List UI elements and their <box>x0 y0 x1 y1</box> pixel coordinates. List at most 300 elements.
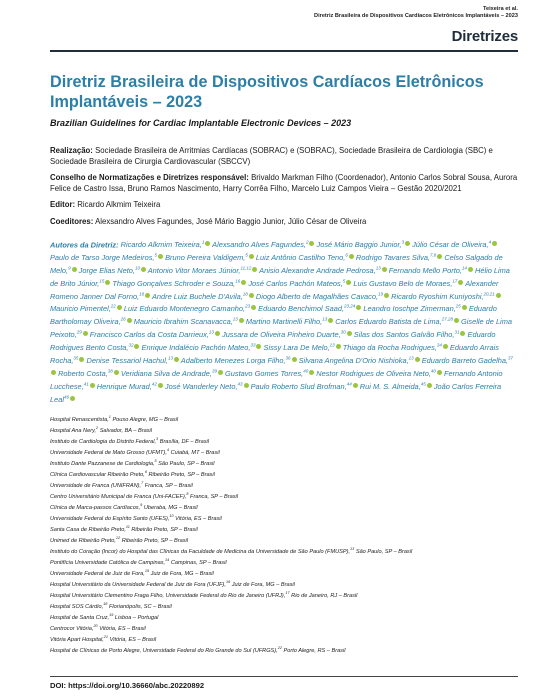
author-affiliation-ref: 35 <box>73 355 79 361</box>
author-name-text: Eduardo Barreto Gadelha, <box>421 355 508 365</box>
author-affiliation-ref: 4 <box>488 239 492 245</box>
author-name <box>353 279 463 288</box>
orcid-icon[interactable] <box>239 318 244 323</box>
affiliation-text: Centro Universitário Municipal de Franca (Uni-FACEF), <box>50 493 187 500</box>
author-name-text: João Carlos Ferreira Leal <box>50 381 502 404</box>
orcid-icon[interactable] <box>72 267 77 272</box>
author-affiliation-ref: 40 <box>430 368 436 374</box>
orcid-icon[interactable] <box>460 331 465 336</box>
affiliation-number: 1 <box>108 414 111 419</box>
affiliation-number: 19 <box>109 613 114 618</box>
author-name <box>121 369 223 378</box>
affiliation-text: Vitória, ES – Brasil <box>97 626 146 633</box>
affiliation-text: Clínica Cardiovascular Ribeirão Preto, <box>50 471 145 478</box>
orcid-icon[interactable] <box>256 344 261 349</box>
affiliation-number: 13 <box>350 547 355 552</box>
editor-label: Editor: <box>50 200 76 210</box>
affiliation-item <box>50 644 518 655</box>
author-name-text: Eduardo Bartholomay Oliveira, <box>50 304 497 327</box>
author-affiliation-ref: 40 <box>303 368 309 374</box>
author-name <box>50 253 163 262</box>
author-name-text: Luis Gustavo Belo de Moraes, <box>353 278 453 288</box>
orcid-icon[interactable] <box>158 383 163 388</box>
section-tag: Diretrizes <box>451 28 518 45</box>
author-name <box>256 292 389 301</box>
affiliation-text: Unimed de Ribeirão Preto, <box>50 537 116 544</box>
author-name <box>389 266 473 275</box>
affiliation-item <box>50 567 518 578</box>
author-name-text: Diogo Alberto de Magalhães Cavaco, <box>255 291 379 301</box>
author-name <box>212 240 314 249</box>
affiliation-text: Hospital de Clínicas de Porto Alegre, Universidade Federal do Rio Grande do Sul (UFRGS), <box>50 648 278 655</box>
realizacao-paragraph <box>50 146 518 167</box>
affiliation-text: Instituto de Cardiologia do Distrito Federal, <box>50 438 157 445</box>
author-affiliation-ref: 19 <box>378 291 384 297</box>
author-affiliation-ref: 38 <box>107 368 113 374</box>
author-name <box>256 253 354 262</box>
affiliation-item <box>50 633 518 644</box>
affiliation-text: Clínica de Marca-passos Cardíacos, <box>50 504 141 511</box>
author-name <box>335 317 459 326</box>
article-title: Diretriz Brasileira de Dispositivos Cardíacos Eletrônicos Implantáveis – 2023 <box>50 73 484 111</box>
orcid-icon[interactable] <box>346 280 351 285</box>
author-name <box>246 317 333 326</box>
author-name <box>222 330 352 339</box>
author-list <box>50 238 518 405</box>
author-affiliation-ref: 23,24 <box>344 303 356 309</box>
affiliation-text: Pontifícia Universidade Católica de Campinas, <box>50 560 166 566</box>
affiliation-number: 11 <box>125 525 130 530</box>
running-header <box>314 6 518 21</box>
author-name-text: Jussara de Oliveira Pinheiro Duarte, <box>222 330 341 340</box>
author-affiliation-ref: 11,12 <box>240 265 252 271</box>
author-name-text: Ricardo Ryoshim Kuniyoshi, <box>391 291 484 301</box>
affiliation-text: Rio de Janeiro, RJ – Brasil <box>289 593 358 600</box>
orcid-icon[interactable] <box>458 280 463 285</box>
author-affiliation-ref: 20,21 <box>483 291 495 297</box>
affiliation-text: Santa Casa de Ribeirão Preto, <box>50 526 126 533</box>
orcid-icon[interactable] <box>384 293 389 298</box>
affiliation-item <box>50 611 518 622</box>
author-affiliation-ref: 23 <box>245 303 251 309</box>
author-affiliation-ref: 32 <box>128 342 134 348</box>
author-affiliation-ref: 43 <box>237 381 243 387</box>
affiliation-text: Brasília, DF – Brasil <box>158 438 210 445</box>
author-name-text: Bruno Pereira Valdigem, <box>165 252 246 262</box>
author-name-text: José Carlos Pachón Mateos, <box>248 278 343 288</box>
orcid-icon[interactable] <box>336 344 341 349</box>
author-name-text: Adalberto Menezes Lorga Filho, <box>180 355 286 365</box>
coeditores-text: Alexsandro Alves Fagundes, José Mário Baggio Junior, Júlio César de Oliveira <box>95 216 367 226</box>
doi-link[interactable]: DOI: https://doi.org/10.36660/abc.20220892 <box>50 681 205 690</box>
author-affiliation-ref: 41 <box>83 381 89 387</box>
orcid-icon[interactable] <box>356 305 361 310</box>
affiliation-text: Florianópolis, SC – Brasil <box>107 604 172 611</box>
coeditores-label: Coeditores: <box>50 216 94 226</box>
affiliation-item <box>50 468 518 479</box>
affiliation-text: Hospital de Santa Cruz, <box>50 615 110 622</box>
affiliation-number: 12 <box>115 536 121 541</box>
author-name-text: Roberto Costa, <box>58 368 108 378</box>
conselho-text: Brivaldo Markman Filho (Coordenador), Antonio Carlos Sobral Sousa, Aurora Felice de Castro Issa, Bruno Ramos Nascimento, Harry Corrêa Filho, Marcelo Luiz Campos Vieira – Gestão 2020/2021 <box>50 173 518 193</box>
author-affiliation-ref: 14 <box>461 265 467 271</box>
affiliation-item <box>50 490 518 501</box>
orcid-icon[interactable] <box>249 254 254 259</box>
affiliation-number: 21 <box>103 635 109 640</box>
author-affiliation-ref: 36 <box>285 355 291 361</box>
author-name-text: Alexsandro Alves Fagundes, <box>212 240 306 250</box>
author-name-text: Silas dos Santos Galvão Filho, <box>353 330 455 340</box>
author-name-text: Alexander Romeno Janner Dal Forno, <box>50 278 499 301</box>
author-affiliation-ref: 15 <box>99 278 105 284</box>
author-name <box>264 343 341 352</box>
editor-text: Ricardo Alkmim Teixeira <box>77 200 161 210</box>
orcid-icon[interactable] <box>114 370 119 375</box>
orcid-icon[interactable] <box>454 318 459 323</box>
orcid-icon[interactable] <box>492 241 497 246</box>
affiliation-text: Vitória, ES – Brasil <box>108 637 157 644</box>
author-affiliation-ref: 18 <box>242 291 248 297</box>
orcid-icon[interactable] <box>117 305 122 310</box>
affiliation-text: Universidade de Franca (UNIFRAN), <box>50 482 142 489</box>
author-affiliation-ref: 7,8 <box>430 252 437 258</box>
author-name-text: Denise Tessariol Hachul, <box>86 355 168 365</box>
author-name <box>142 343 262 352</box>
author-affiliation-ref: 26 <box>120 316 126 322</box>
author-affiliation-ref: 13 <box>167 355 173 361</box>
affiliation-text: Universidade Federal do Espírito Santo (UFES), <box>50 515 170 522</box>
author-name-text: Jorge Elias Neto, <box>78 265 135 275</box>
orcid-icon[interactable] <box>349 254 354 259</box>
author-name-text: Celso Salgado de Melo, <box>50 252 503 275</box>
affiliation-text: Ribeirão Preto, SP – Brasil <box>129 526 198 533</box>
author-name <box>90 330 220 339</box>
author-affiliation-ref: 27,28 <box>441 316 453 322</box>
orcid-icon[interactable] <box>437 370 442 375</box>
author-name-text: Leandro Ioschpe Zimerman, <box>363 304 456 314</box>
affiliation-text: Universidade Federal de Juiz de Fora, <box>50 571 145 578</box>
author-affiliation-ref: 37 <box>507 355 513 361</box>
author-name-text: Mauricio Pimentel, <box>50 304 111 314</box>
realizacao-text: Sociedade Brasileira de Arritmias Cardíacas (SOBRAC) e (SOBRAC), Sociedade Brasileira de Cardiologia (SBC) e Sociedade Brasileira de Cirurgia Cardiovascular (SBCCV) <box>50 146 493 166</box>
orcid-icon[interactable] <box>496 293 501 298</box>
affiliation-number: 2 <box>96 425 99 430</box>
affiliation-item <box>50 413 518 424</box>
orcid-icon[interactable] <box>427 383 432 388</box>
orcid-icon[interactable] <box>174 357 179 362</box>
affiliation-text: Ribeirão Preto, SP – Brasil <box>120 537 189 544</box>
orcid-icon[interactable] <box>241 280 246 285</box>
author-affiliation-ref: 42 <box>151 381 157 387</box>
orcid-icon[interactable] <box>309 370 314 375</box>
author-affiliation-ref: 22 <box>110 303 116 309</box>
author-name-text: Eduardo Arrais Rocha, <box>50 343 499 365</box>
author-name <box>316 369 442 378</box>
author-name <box>360 382 432 391</box>
affiliation-text: Cuiabá, MT – Brasil <box>169 449 220 456</box>
affiliation-item <box>50 556 518 567</box>
author-affiliation-ref: 39 <box>211 368 217 374</box>
orcid-icon[interactable] <box>127 318 132 323</box>
author-affiliation-ref: 18 <box>139 291 145 297</box>
affiliation-text: Porto Alegre, RS – Brasil <box>281 648 346 655</box>
author-name <box>258 304 361 313</box>
realizacao-label: Realização: <box>50 146 93 155</box>
orcid-icon[interactable] <box>468 267 473 272</box>
author-name-text: Júlio César de Oliveira, <box>412 240 489 250</box>
affiliation-item <box>50 501 518 512</box>
orcid-icon[interactable] <box>105 280 110 285</box>
author-affiliation-ref: 5 <box>342 278 346 284</box>
author-name <box>165 382 249 391</box>
author-affiliation-ref: 5 <box>245 252 248 258</box>
affiliation-number: 9 <box>140 503 143 508</box>
author-name-text: Antonio Vitor Moraes Júnior, <box>147 265 241 275</box>
author-name-text: Nestor Rodrigues de Oliveira Neto, <box>316 368 431 378</box>
author-name <box>354 330 466 339</box>
affiliation-item <box>50 600 518 611</box>
orcid-icon[interactable] <box>382 267 387 272</box>
author-name-text: Anisio Alexandre Andrade Pedrosa, <box>259 265 376 275</box>
author-name <box>165 253 254 262</box>
author-affiliation-ref: 33 <box>250 342 256 348</box>
author-name <box>148 266 258 275</box>
author-name <box>363 304 466 313</box>
affiliation-number: 18 <box>103 602 108 607</box>
author-affiliation-ref: 45 <box>420 381 426 387</box>
author-name-text: Gustavo Gomes Torres, <box>225 368 304 378</box>
affiliation-text: Centrocor Vitória, <box>50 626 94 633</box>
affiliation-number: 6 <box>144 470 147 475</box>
author-name-text: Enrique Indalécio Pachón Mateo, <box>141 343 251 353</box>
orcid-icon[interactable] <box>205 241 210 246</box>
author-affiliation-ref: 31 <box>454 329 460 335</box>
affiliation-text: Salvador, BA – Brasil <box>98 427 153 434</box>
orcid-icon[interactable] <box>353 383 358 388</box>
author-name <box>412 240 497 249</box>
affiliation-text: Hospital Universitário da Universidade Federal de Juiz de Fora (UFJF), <box>50 582 226 589</box>
author-name-text: Eduardo Benchimol Saad, <box>258 304 345 314</box>
affiliation-item <box>50 523 518 534</box>
author-affiliation-ref: 13 <box>329 342 335 348</box>
author-name <box>343 343 448 352</box>
orcid-icon[interactable] <box>145 293 150 298</box>
affiliation-number: 10 <box>169 514 174 519</box>
affiliation-item <box>50 578 518 589</box>
author-name-text: Henrique Murad, <box>96 381 152 391</box>
affiliation-item <box>50 622 518 633</box>
affiliation-text: Instituto Dante Pazzanese de Cardiologia, <box>50 460 155 467</box>
authors-label: Autores da Diretriz: <box>50 240 119 250</box>
running-title: Diretriz Brasileira de Dispositivos Cardíacos Eletrônicos Implantáveis – 2023 <box>314 13 518 20</box>
author-name-text: Eduardo Rodrigues Bento Costa, <box>50 330 496 353</box>
affiliation-text: Juiz de Fora, MG – Brasil <box>230 582 295 589</box>
author-name-text: Giselle de Lima Peixoto, <box>50 317 512 340</box>
orcid-icon[interactable] <box>70 396 75 401</box>
author-affiliation-ref: 25 <box>455 303 461 309</box>
affiliation-text: Lisboa – Portugal <box>113 615 159 622</box>
author-affiliation-ref: 13 <box>208 329 214 335</box>
affiliation-text: Universidade Federal de Mato Grosso (UFMT), <box>50 449 167 456</box>
author-affiliation-ref: 1 <box>201 239 205 245</box>
author-name-text: Rodrigo Tavares Silva, <box>355 252 431 262</box>
affiliation-text: Franca, SP – Brasil <box>188 493 239 500</box>
author-name <box>317 240 411 249</box>
author-name-text: Fernando Mello Porto, <box>388 265 462 275</box>
author-name-text: Francisco Carlos da Costa Darrieux, <box>89 330 209 340</box>
orcid-icon[interactable] <box>309 241 314 246</box>
orcid-icon[interactable] <box>218 370 223 375</box>
affiliation-text: Ribeirão Preto, SP – Brasil <box>146 471 215 478</box>
author-affiliation-ref: 34 <box>436 342 442 348</box>
author-affiliation-ref: 17 <box>452 278 458 284</box>
author-affiliation-ref: 3 <box>401 239 405 245</box>
author-affiliation-ref: 13 <box>375 265 381 271</box>
author-name-text: Carlos Eduardo Batista de Lima, <box>335 317 442 327</box>
affiliation-text: Franca, SP – Brasil <box>143 482 193 489</box>
orcid-icon[interactable] <box>215 331 220 336</box>
author-name-text: Andre Luiz Buchele D'Avila, <box>151 291 243 301</box>
affiliation-number: 16 <box>225 580 231 585</box>
affiliation-text: São Paulo, SP – Brasil <box>354 548 413 555</box>
author-name-text: José Mário Baggio Junior, <box>316 240 402 250</box>
author-name <box>97 382 163 391</box>
author-affiliation-ref: 29 <box>76 329 82 335</box>
affiliation-text: Campinas, SP – Brasil <box>169 560 227 566</box>
orcid-icon[interactable] <box>347 331 352 336</box>
editor-paragraph <box>50 200 518 211</box>
affiliation-item <box>50 435 518 446</box>
affiliation-text: Uberaba, MG – Brasil <box>142 504 198 511</box>
affiliation-item <box>50 446 518 457</box>
conselho-label: Conselho de Normatizações e Diretrizes responsável: <box>50 173 249 183</box>
affiliation-number: 14 <box>165 558 170 563</box>
author-name-text: Fernando Antonio Lucchese, <box>50 368 503 391</box>
author-name <box>391 292 501 301</box>
author-affiliation-ref: 10 <box>134 265 140 271</box>
affiliation-number: 20 <box>93 624 98 629</box>
author-name-text: José Wanderley Neto, <box>164 381 238 391</box>
running-author: Teixeira et al. <box>482 6 518 12</box>
author-name-text: Hélio Lima de Brito Júnior, <box>50 265 510 288</box>
article-subtitle: Brazilian Guidelines for Cardiac Implantable Electronic Devices – 2023 <box>50 118 352 128</box>
author-name <box>58 369 119 378</box>
author-affiliation-ref: 2 <box>305 239 309 245</box>
author-name-text: Paulo de Tarso Jorge Medeiros, <box>50 252 155 262</box>
affiliation-text: Hospital SOS Cárdio, <box>50 604 104 611</box>
orcid-icon[interactable] <box>252 267 257 272</box>
affiliation-number: 17 <box>285 591 290 596</box>
orcid-icon[interactable] <box>79 357 84 362</box>
affiliation-number: 7 <box>141 481 144 486</box>
orcid-icon[interactable] <box>462 305 467 310</box>
affiliation-number: 3 <box>156 436 159 441</box>
affiliation-text: Juiz de Fora, MG – Brasil <box>149 571 214 578</box>
author-name <box>124 304 256 313</box>
coeditores-paragraph <box>50 217 518 228</box>
orcid-icon[interactable] <box>405 241 410 246</box>
author-name <box>87 356 180 365</box>
affiliation-text: Vitória Apart Hospital, <box>50 637 104 644</box>
author-name-text: Paulo Roberto Slud Brofman, <box>250 381 347 391</box>
author-name-text: Luiz Antônio Castilho Teno, <box>255 252 346 262</box>
author-name <box>356 253 442 262</box>
affiliation-text: Pouso Alegre, MG – Brasil <box>110 416 179 423</box>
author-affiliation-ref: 13 <box>232 316 238 322</box>
author-name <box>50 304 122 313</box>
affiliation-item <box>50 512 518 523</box>
affiliation-item <box>50 545 518 556</box>
author-name <box>121 240 211 249</box>
orcid-icon[interactable] <box>51 370 56 375</box>
author-affiliation-ref: 30 <box>340 329 346 335</box>
orcid-icon[interactable] <box>328 318 333 323</box>
author-name <box>248 279 351 288</box>
author-name <box>299 356 420 365</box>
author-name-text: Ricardo Alkmim Teixeira, <box>120 240 202 250</box>
author-affiliation-ref: 13 <box>322 316 328 322</box>
affiliation-text: Vitória, ES – Brasil <box>173 515 222 522</box>
author-name-text: Silvana Angelina D'Orio Nishioka, <box>298 355 409 365</box>
affiliation-item <box>50 457 518 468</box>
orcid-icon[interactable] <box>415 357 420 362</box>
author-name <box>152 292 254 301</box>
orcid-icon[interactable] <box>443 344 448 349</box>
author-name-text: Veridiana Silva de Andrade, <box>120 368 212 378</box>
orcid-icon[interactable] <box>83 331 88 336</box>
author-affiliation-ref: 5 <box>154 252 158 258</box>
orcid-icon[interactable] <box>437 254 442 259</box>
orcid-icon[interactable] <box>134 344 139 349</box>
affiliation-item <box>50 424 518 435</box>
orcid-icon[interactable] <box>292 357 297 362</box>
affiliation-item <box>50 479 518 490</box>
author-name-text: Thiago da Rocha Rodrigues, <box>342 343 437 353</box>
conselho-paragraph <box>50 173 518 194</box>
author-affiliation-ref: 46 <box>63 394 69 400</box>
affiliation-text: Hospital Universitário Clementino Fraga Filho, Universidade Federal do Rio de Janeiro (UFRJ), <box>50 593 286 600</box>
author-name <box>259 266 387 275</box>
affiliation-number: 5 <box>154 459 157 463</box>
orcid-icon[interactable] <box>141 267 146 272</box>
orcid-icon[interactable] <box>249 293 254 298</box>
affiliation-item <box>50 534 518 545</box>
affiliation-text: São Paulo, SP – Brasil <box>156 460 215 467</box>
author-name-text: Mauricio Ibrahim Scanavacca, <box>133 317 233 327</box>
orcid-icon[interactable] <box>244 383 249 388</box>
article-front-matter <box>50 60 518 655</box>
affiliation-text: Instituto do Coração (Incor) do Hospital das Clínicas da Faculdade de Medicina da Universidade de São Paulo (FMUSP), <box>50 548 351 555</box>
author-name <box>112 279 246 288</box>
author-name <box>181 356 297 365</box>
affiliation-number: 8 <box>186 492 189 497</box>
header-rule <box>50 50 518 52</box>
author-affiliation-ref: 9 <box>68 265 71 271</box>
author-name <box>225 369 314 378</box>
affiliation-number: 4 <box>166 447 170 452</box>
affiliation-number: 15 <box>144 569 150 574</box>
orcid-icon[interactable] <box>251 305 256 310</box>
author-affiliation-ref: 44 <box>346 381 352 387</box>
author-name <box>79 266 146 275</box>
orcid-icon[interactable] <box>90 383 95 388</box>
author-name <box>251 382 358 391</box>
affiliation-text: Hospital Renascentista, <box>50 416 109 423</box>
author-affiliation-ref: 16 <box>235 278 241 284</box>
author-name-text: Thiago Gonçalves Schroder e Souza, <box>112 278 236 288</box>
orcid-icon[interactable] <box>158 254 163 259</box>
author-name-text: Sissy Lara De Melo, <box>263 343 330 353</box>
